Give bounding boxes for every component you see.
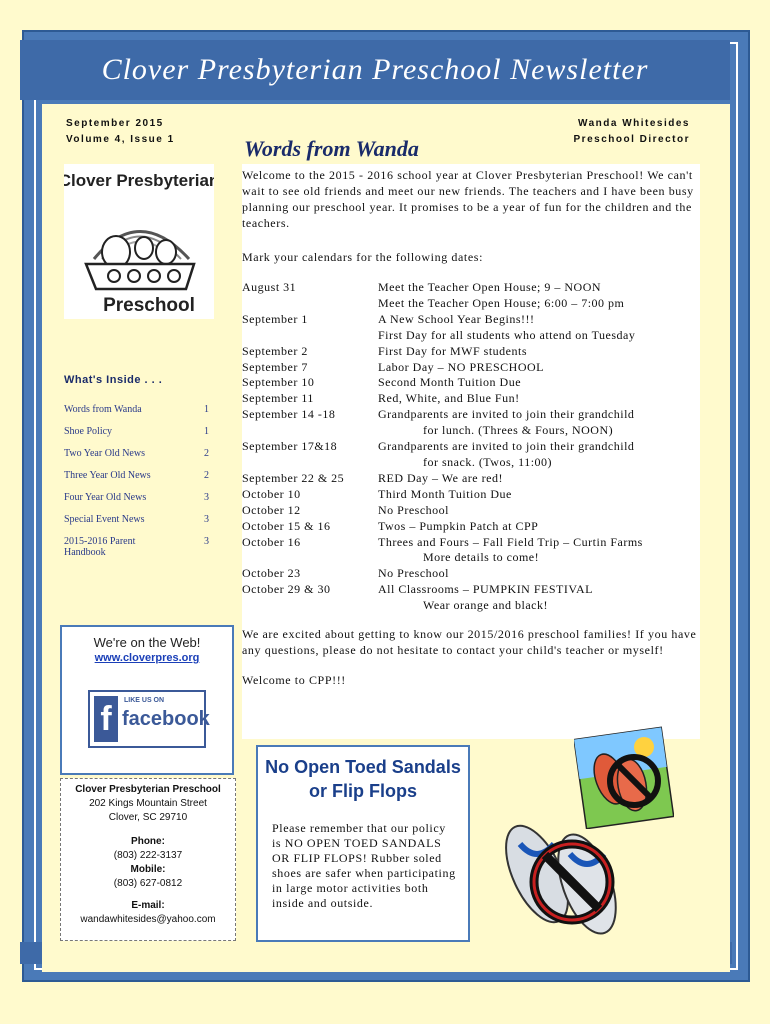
toc-item-page: 1 (204, 426, 209, 437)
toc-item[interactable] (64, 536, 209, 558)
schedule-row (242, 535, 700, 551)
email-label: E-mail: (131, 900, 165, 911)
logo-top-text: Clover Presbyterian (64, 171, 214, 190)
schedule-event: No Preschool (378, 502, 449, 517)
newsletter-title: Clover Presbyterian Preschool Newsletter (20, 40, 730, 100)
toc-item-page: 2 (204, 448, 209, 459)
web-box (60, 625, 234, 775)
schedule-date: October 16 (242, 534, 301, 549)
calendar-intro: Mark your calendars for the following dates: (242, 250, 483, 264)
contact-address-1: 202 Kings Mountain Street (89, 798, 207, 809)
schedule-row (242, 566, 700, 582)
schedule-row (242, 471, 700, 487)
schedule-event: All Classrooms – PUMPKIN FESTIVAL (378, 582, 593, 597)
preschool-logo (64, 164, 214, 319)
contact-box (60, 778, 236, 941)
schedule-event: Grandparents are invited to join their grandchild (378, 439, 635, 454)
toc-item-page: 2 (204, 470, 209, 481)
schedule-row (242, 582, 700, 598)
signoff: Welcome to CPP!!! (242, 673, 346, 687)
facebook-wordmark: facebook (122, 708, 210, 730)
schedule-row (242, 455, 700, 471)
issue-volume: Volume 4, Issue 1 (66, 134, 175, 145)
shoe-policy-text: Please remember that our policy is NO OPEN TOED SANDALS OR FLIP FLOPS! Rubber soled shoes are safer when participating in large motor activities both inside and outside. (272, 821, 456, 910)
toc-item-page: 3 (204, 492, 209, 503)
schedule-date: September 14 -18 (242, 407, 336, 422)
toc-item-label: 2015-2016 Parent Handbook (64, 536, 136, 558)
schedule-date (242, 598, 378, 614)
schedule-row (242, 296, 700, 312)
whats-inside (64, 374, 237, 558)
schedule-event: Meet the Teacher Open House; 6:00 – 7:00 pm (378, 295, 625, 310)
article-title: Words from Wanda (244, 136, 419, 161)
schedule-row (242, 375, 700, 391)
toc-item[interactable] (64, 426, 209, 437)
mobile-number[interactable]: (803) 627-0812 (113, 878, 183, 889)
schedule-event: for lunch. (Threes & Fours, NOON) (423, 423, 614, 438)
schedule-row (242, 391, 700, 407)
schedule-date: September 22 & 25 (242, 470, 345, 485)
schedule-event: Red, White, and Blue Fun! (378, 391, 520, 406)
web-heading: We're on the Web! (93, 635, 201, 650)
shoe-policy-box (256, 745, 470, 942)
toc-item-page: 1 (204, 404, 209, 415)
schedule-table (242, 280, 700, 614)
schedule-date (242, 328, 378, 344)
toc-item-label: Three Year Old News (64, 470, 151, 481)
schedule-row (242, 598, 700, 614)
schedule-event: First Day for all students who attend on Tuesday (378, 327, 636, 342)
schedule-row (242, 280, 700, 296)
email-address[interactable]: wandawhitesides@yahoo.com (80, 914, 216, 925)
schedule-date (242, 296, 378, 312)
schedule-row (242, 487, 700, 503)
website-link[interactable]: www.cloverpres.org (94, 652, 200, 664)
page-content (42, 104, 730, 972)
shoe-policy-title: No Open Toed Sandals or Flip Flops (265, 757, 461, 801)
schedule-date: September 1 (242, 311, 308, 326)
schedule-event: Grandparents are invited to join their grandchild (378, 407, 635, 422)
schedule-date: October 15 & 16 (242, 518, 331, 533)
toc-item-label: Shoe Policy (64, 426, 113, 437)
schedule-event: Threes and Fours – Fall Field Trip – Curtin Farms (378, 534, 643, 549)
schedule-date (242, 455, 378, 471)
closing-block (242, 626, 697, 688)
schedule-date: September 7 (242, 359, 308, 374)
schedule-event: A New School Year Begins!!! (378, 311, 535, 326)
schedule-row (242, 328, 700, 344)
schedule-event: No Preschool (378, 566, 449, 581)
schedule-row (242, 439, 700, 455)
mobile-label: Mobile: (130, 864, 166, 875)
schedule-row (242, 312, 700, 328)
schedule-row (242, 503, 700, 519)
schedule-event: for snack. (Twos, 11:00) (423, 454, 553, 469)
toc-item-label: Special Event News (64, 514, 145, 525)
phone-label: Phone: (131, 836, 165, 847)
schedule-date (242, 423, 378, 439)
facebook-button[interactable] (88, 690, 210, 748)
like-us-text: LIKE US ON (124, 697, 165, 704)
schedule-event: More details to come! (423, 550, 540, 565)
schedule-date: August 31 (242, 280, 297, 294)
schedule-date: September 2 (242, 343, 308, 358)
issue-date: September 2015 (66, 118, 164, 129)
toc-item[interactable] (64, 448, 209, 459)
toc-item-label: Words from Wanda (64, 404, 142, 415)
toc-item-page: 3 (204, 514, 209, 525)
schedule-date: October 23 (242, 566, 301, 581)
facebook-f-icon: f (94, 696, 118, 742)
schedule-event: RED Day – We are red! (378, 470, 503, 485)
schedule-row (242, 550, 700, 566)
schedule-date (242, 550, 378, 566)
schedule-date: September 10 (242, 375, 315, 390)
contact-name: Clover Presbyterian Preschool (75, 784, 221, 795)
schedule-row (242, 423, 700, 439)
logo-bottom-text: Preschool (103, 295, 195, 316)
schedule-event: Labor Day – NO PRESCHOOL (378, 359, 544, 374)
schedule-date: October 12 (242, 502, 301, 517)
schedule-row (242, 519, 700, 535)
schedule-event: Wear orange and black! (423, 598, 548, 613)
schedule-event: Meet the Teacher Open House; 9 – NOON (378, 280, 602, 294)
schedule-date: September 11 (242, 391, 314, 406)
toc-item-label: Four Year Old News (64, 492, 147, 503)
closing-paragraph: We are excited about getting to know our 2015/2016 preschool families! If you have any questions, please do not hesitate to contact your child's teacher or myself! (242, 627, 697, 657)
contact-address-2: Clover, SC 29710 (108, 812, 188, 823)
toc-item[interactable] (64, 514, 209, 525)
flip-flops-no-icon (492, 804, 672, 944)
schedule-date: October 29 & 30 (242, 582, 331, 597)
toc-item[interactable] (64, 404, 209, 415)
toc-item-label: Two Year Old News (64, 448, 145, 459)
whats-inside-title: What's Inside . . . (64, 374, 163, 386)
toc-item[interactable] (64, 492, 209, 503)
schedule-event: First Day for MWF students (378, 343, 527, 358)
phone-number[interactable]: (803) 222-3137 (113, 850, 183, 861)
ark-logo-icon (64, 164, 214, 319)
toc-item[interactable] (64, 470, 209, 481)
toc-item-page: 3 (204, 536, 209, 547)
schedule-event: Second Month Tuition Due (378, 375, 522, 390)
schedule-event: Third Month Tuition Due (378, 486, 512, 501)
schedule-event: Twos – Pumpkin Patch at CPP (378, 518, 539, 533)
schedule-row (242, 407, 700, 423)
author-name: Wanda Whitesides (578, 118, 690, 129)
schedule-row (242, 360, 700, 376)
intro-paragraph: Welcome to the 2015 - 2016 school year at Clover Presbyterian Preschool! We can't wait to see old friends and meet our new friends. The teachers and I have been busy planning our preschool year. It promises to be a year of fun for the children and the teachers. (242, 168, 694, 230)
author-title: Preschool Director (573, 134, 690, 145)
schedule-date: October 10 (242, 486, 301, 501)
schedule-row (242, 344, 700, 360)
schedule-date: September 17&18 (242, 439, 338, 454)
